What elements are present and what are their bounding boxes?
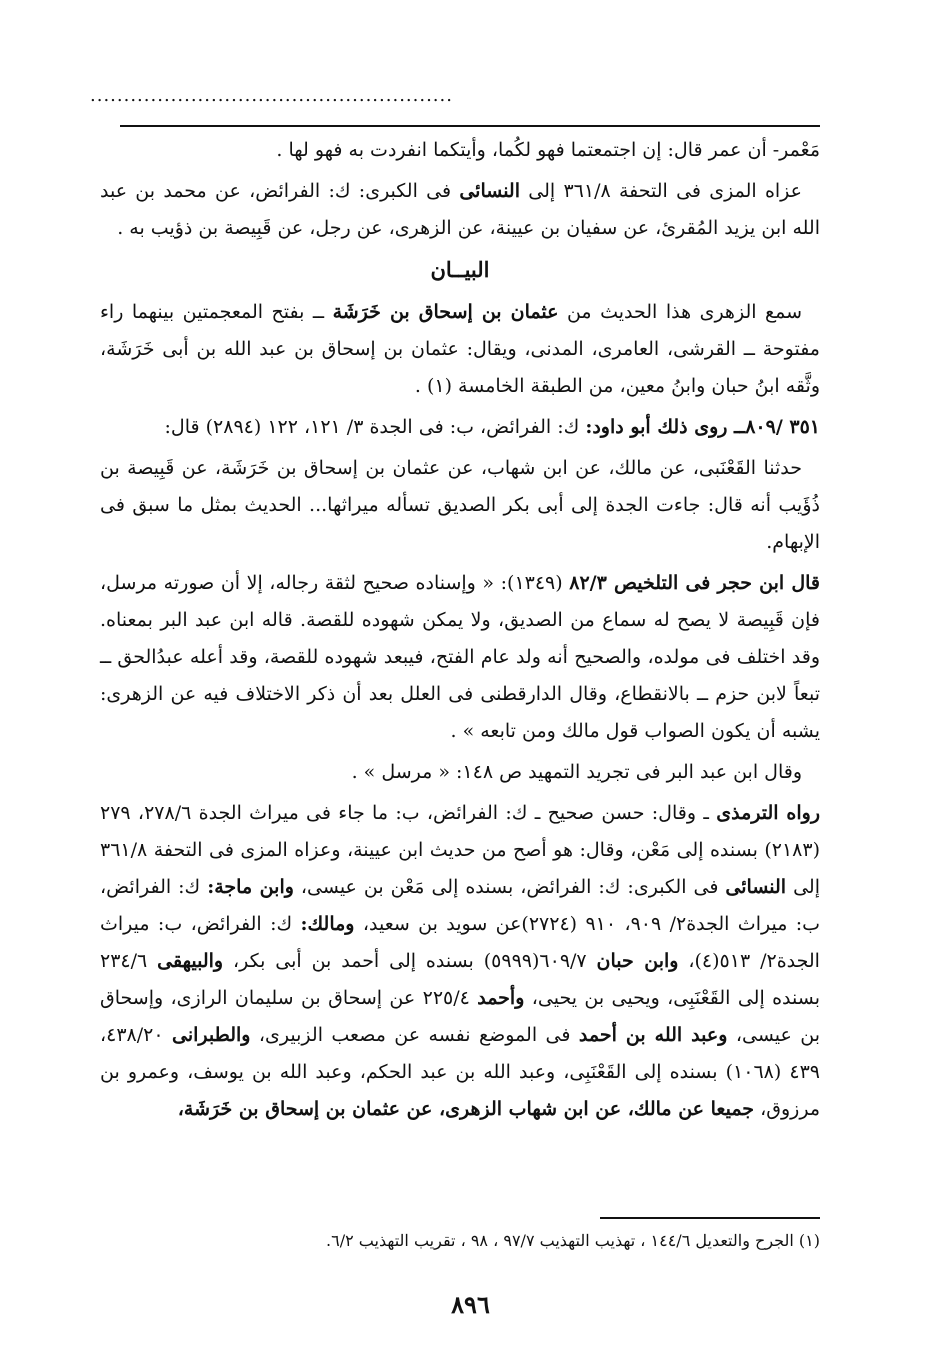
text-run: سمع الزهرى هذا الحديث من [566,301,803,323]
bold-run: النسائى [459,180,520,202]
bold-run: ومالك: [300,913,355,935]
bold-run: والطبرانى [172,1024,251,1046]
bold-run: رواه الترمذى [716,802,821,824]
text-run: ك: الفرائض، ب: فى الجدة ٣/ ١٢١، ١٢٢ (٢٨٩٤) قال: [164,416,580,438]
bold-run: النسائى [725,876,787,898]
paragraph-8 [100,795,820,1128]
bold-run: وأحمد [477,987,525,1009]
text-run: وقال ابن عبد البر فى تجريد التمهيد ص ١٤٨: « مرسل » . [351,761,802,783]
text-run: ك: الفرائض، ب: ميراث الجدة٢/ ٥١٣(٤)، [100,913,820,972]
footnote-rule [600,1217,820,1219]
text-run: عزاه المزى فى التحفة ٣٦١/٨ إلى [528,180,803,202]
page-number: ٨٩٦ [451,1290,490,1319]
text-run: حدثنا القَعْنَبى، عن مالك، عن ابن شهاب، عن عثمان بن إسحاق بن خَرَشَة، عن قَبِيصة بن ذُؤَيب أنه قال: جاءت الجدة إلى أبى بكر الصديق تسأله ميراثها... الحديث بمثل ما سبق فى الإبهام. [100,457,820,553]
text-run: ك: الفرائض، ب: ميراث الجدة٢/ ٩٠٩، ٩١٠ (٢٧٢٤)عن سويد بن سعيد، [100,876,821,935]
text-run: ـ وقال: حسن صحيح ـ ك: الفرائض، ب: ما جاء فى ميراث الجدة ٢٧٨/٦، ٢٧٩ (٢١٨٣) بسنده إلى مَعْن، وقال: هو أصح من حديث ابن عيينة، وعزاه المزى فى التحفة ٣٦١/٨ إلى [100,802,820,898]
text-run: ٤٣٨/٢٠، ٤٣٩ (١٠٦٨) بسنده إلى القَعْنَبِى، وعبد الله بن عبد الحكم، وعبد الله بن يوسف، وعمرو بن مرزوق، [100,1024,820,1120]
text-run: فى الكبرى: ك: الفرائض، عن محمد بن عبد الله ابن يزيد المُقرئ، عن سفيان بن عيينة، عن الزهرى، عن رجل، عن قَبِيصة بن ذؤيب به . [100,180,820,239]
paragraph-7 [100,754,820,791]
text-run: ٢٢٥/٤ عن إسحاق بن سليمان الرازى، وإسحاق بن عيسى، [100,987,821,1046]
paragraph-3 [100,294,820,405]
paragraph-4 [100,409,820,446]
bold-run: عثمان بن إسحاق بن خَرَشَة [332,301,559,323]
text-run: (١٣٤٩): « وإسناده صحيح لثقة رجاله، إلا أن صورته مرسل، فإن قَبِيصة لا يصح له سماع من الصديق، ولا يمكن شهوده للقصة. قاله ابن عبد البر بمعناه. وقد اختلف فى مولده، والصحيح أنه ولد عام الفتح، فيبعد شهوده للقصة، وقد أعله عبدُالحق ــ تبعاً لابن حزم ــ بالانقطاع، وقال الدارقطنى فى العلل بعد أن ذكر الاختلاف فيه عن الزهرى: يشبه أن يكون الصواب قول مالك ومن تابعه » . [100,572,820,742]
bold-run: والبيهقى [157,950,224,972]
paragraph-5 [100,450,820,561]
header-rule [120,125,820,127]
section-heading: البيــان [430,257,490,282]
text-run: ٢٣٤/٦ بسنده إلى القَعْنَبِى، ويحيى بن يحيى، [100,950,820,1009]
text-run: ــ بفتح المعجمتين بينهما راء مفتوحة ــ القرشى، العامرى، المدنى، ويقال: عثمان بن إسحاق بن عبد الله بن أبى خَرَشَة، وثَّقه ابنُ حبان وابنُ معين، من الطبقة الخامسة (١) . [100,301,820,397]
paragraph-6 [100,565,820,750]
footnote: (١) الجرح والتعديل ١٤٤/٦ ، تهذيب التهذيب ٩٧/٧ ، ٩٨ ، تقريب التهذيب ٦/٢. [326,1231,820,1250]
bold-run: جميعا عن مالك، عن ابن شهاب الزهرى، عن عثمان بن إسحاق بن خَرَشَة، [177,1098,755,1120]
bold-run: قال ابن حجر فى التلخيص ٨٢/٣ [569,572,821,594]
text-line: مَعْمر- أن عمر قال: إن اجتمعتما فهو لكُما، وأيتكما انفردت به فهو لها . [276,139,820,161]
bold-run: وابن حبان [596,950,679,972]
main-text [100,132,820,1132]
paragraph-2 [100,173,820,247]
bold-run: ٣٥١ /٨٠٩ــ روى ذلك أبو داود: [585,416,820,438]
bold-run: وعبد الله بن أحمد [578,1024,728,1046]
paragraph-1 [100,132,820,169]
text-run: فى الكبرى: ك: الفرائض، بسنده إلى مَعْن بن عيسى، [300,876,719,898]
bold-run: وابن ماجة: [207,876,294,898]
text-run: فى الموضع نفسه عن مصعب الزبيرى، [258,1024,571,1046]
text-run: ٦٠٩/٧(٥٩٩٩) بسنده إلى أحمد بن أبى بكر، [232,950,587,972]
header-dotted-line: ...................................................... [90,88,453,104]
